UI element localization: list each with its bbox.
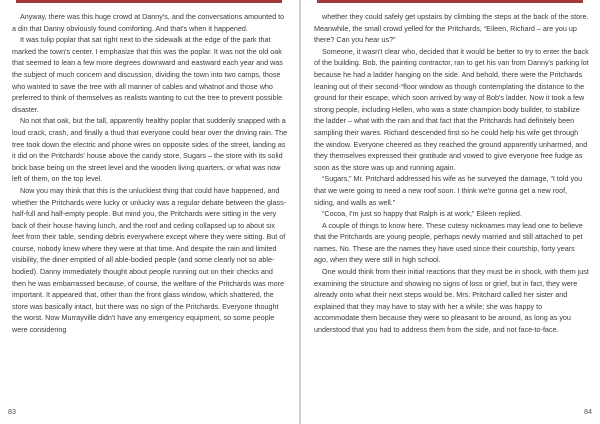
- right-paragraph: “Sugars,” Mr. Pritchard addressed his wife as he surveyed the damage, “I told you that we were going to need a new roof soon. I think we're gonna get a new roof, siding, and walls as well.”: [314, 174, 583, 207]
- right-header-rule: [317, 0, 583, 3]
- left-page: [0, 0, 299, 424]
- left-page-text: [12, 11, 288, 336]
- left-paragraph: It was tulip poplar that sat right next to the sidewalk at the edge of the park that marked the town's center. I emphasize that this was the poplar. It was not the old oak that seemed to lean a few more degrees downward and eastward each year and was the subject of much concern and discussion, dividing the town into two camps, those who wanted to save the tree with all manner of cables and whatnot and those who preferred to think of themselves as realists wanting to cut the tree to prevent possible disaster.: [12, 35, 283, 114]
- left-header-rule: [16, 0, 282, 3]
- right-page-number: 84: [584, 407, 592, 416]
- left-paragraph: Now you may think that this is the unluckiest thing that could have happened, and whether the Pritchards were lucky or unlucky was a regular debate between the glass-half-full and half-empty people. But mind you, the Pritchards were sitting in the very back of their house having lunch, and the roof and ceiling collapsed up to about six feet from their table, sending debris everywhere except where they were sitting. But of course, nobody knew where they were at that time. And despite the rain and limited visibility, the diner emptied of all able-bodied people (and some clearly not so able-bodied). Danny immediately thought about people running out on their checks and then he was embarrassed because, of course, the welfare of the Pritchards was more important. It appeared that, other than the front glass window, which shattered, the store was basically intact, but there was no sign of the Pritchards. Everyone thought the worst. Now Murrayville didn't have any emergency equipment, so some people were considering: [12, 185, 287, 335]
- left-page-number: 83: [8, 407, 16, 416]
- right-paragraph: A couple of things to know here. These cutesy nicknames may lead one to believe that the Pritchards are young people, perhaps newly married and still attached to pet names. No. These are the names they have used since their courtship, forty years ago, when they were still in high school.: [314, 220, 583, 265]
- left-paragraph: No not that oak, but the tall, apparently healthy poplar that suddenly snapped with a loud crack, crash, and finally a thud that everyone could hear over the driving rain. The tree took down the electric and phone wires on opposite sides of the street, landing as it did on the Pritchards' house above the candy store, Sugars – the store with its solid brick base being on the street level and the wooden living quarters, or what was now left of them, on the top level.: [12, 116, 288, 184]
- left-paragraph: Anyway, there was this huge crowd at Danny's, and the conversations amounted to a din that Danny obviously found comforting. And that's when it happened.: [12, 12, 285, 33]
- right-page-text: [314, 11, 589, 336]
- right-page: [301, 0, 600, 424]
- right-paragraph: whether they could safely get upstairs by climbing the steps at the back of the store. Meanwhile, the small crowd yelled for the Pritchards, “Eileen, Richard – are you up there? Can you hear us?”: [314, 12, 589, 45]
- right-paragraph: “Cocoa, I'm just so happy that Ralph is at work,” Eileen replied.: [322, 209, 522, 219]
- right-paragraph: One would think from their initial reactions that they must be in shock, with them just examining the structure and showing no signs of loss or grief, but in fact, they were already onto what their next steps would be. Mrs. Pritchard called her sister and explained that they may have to stay with her a while; she was happy to accommodate them because they were so pleasant to be around, as long as you understood that you had to address them from the side, and not face-to-face.: [314, 267, 589, 335]
- right-paragraph: Someone, it wasn't clear who, decided that it would be better to try to enter the back of the building. Bob, the painting contractor, ran to get his van from Danny's parking lot because he had a ladder hanging on the side. And behold, there were the Pritchards leaning out of their second-“floor window as though contemplating the distance to the ground for their escape, which soon arrived by way of Bob's ladder. Now it took a few strong people, including Hellen, who was a state champion body builder, to stabilize the ladder – what with the rain and that fact that the Pritchards had definitely been sampling their wares. Richard descended first so he could help his wife get through the window. Everyone cheered as they reached the ground apparently unharmed, and they themselves expressed their gratitude and vowed to give everyone free fudge as soon as the store was up and running again.: [314, 46, 589, 172]
